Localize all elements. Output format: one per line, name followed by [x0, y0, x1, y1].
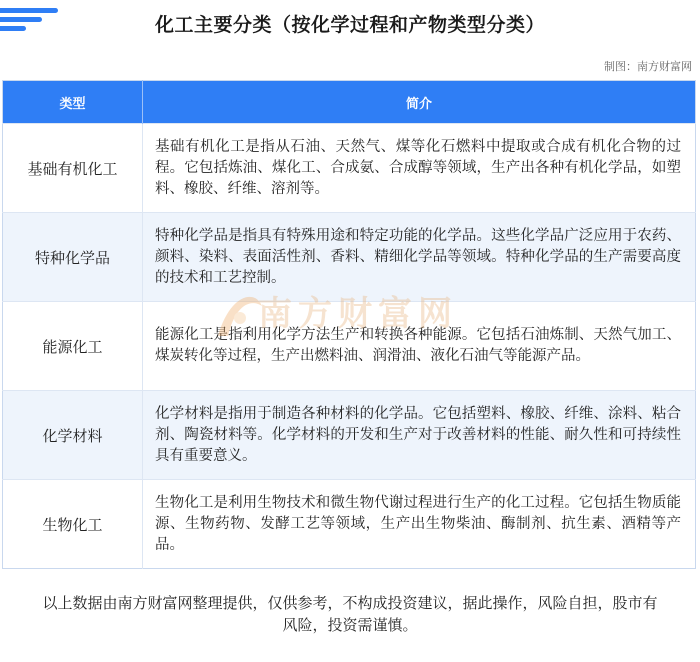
table-row: [3, 480, 696, 569]
desc-cell: 生物化工是利用生物技术和微生物代谢过程进行生产的化工过程。它包括生物质能源、生物药物、发酵工艺等领域，生产出生物柴油、酶制剂、抗生素、酒精等产品。: [143, 480, 696, 569]
type-cell: 基础有机化工: [3, 124, 143, 213]
type-cell: 生物化工: [3, 480, 143, 569]
table-row: [3, 213, 696, 302]
credit-label: 制图：南方财富网: [604, 60, 692, 73]
type-cell: 化学材料: [3, 391, 143, 480]
table-row: [3, 302, 696, 391]
classification-table: [2, 80, 696, 569]
table-header-row: [3, 81, 696, 124]
desc-cell: 特种化学品是指具有特殊用途和特定功能的化学品。这些化学品广泛应用于农药、颜料、染料、表面活性剂、香料、精细化学品等领域。特种化学品的生产需要高度的技术和工艺控制。: [143, 213, 696, 302]
table-row: [3, 391, 696, 480]
type-cell: 能源化工: [3, 302, 143, 391]
disclaimer-text: 以上数据由南方财富网整理提供，仅供参考，不构成投资建议，据此操作，风险自担，股市有风险，投资需谨慎。: [42, 594, 658, 634]
desc-cell: 化学材料是指用于制造各种材料的化学品。它包括塑料、橡胶、纤维、涂料、粘合剂、陶瓷材料等。化学材料的开发和生产对于改善材料的性能、耐久性和可持续性具有重要意义。: [143, 391, 696, 480]
column-header-type: 类型: [3, 81, 143, 124]
table-row: [3, 124, 696, 213]
desc-cell: 基础有机化工是指从石油、天然气、煤等化石燃料中提取或合成有机化合物的过程。它包括炼油、煤化工、合成氨、合成醇等领域，生产出各种有机化学品，如塑料、橡胶、纤维、溶剂等。: [143, 124, 696, 213]
watermark-text: 南方财富网: [258, 294, 458, 334]
column-header-desc: 简介: [143, 81, 696, 124]
desc-cell: 能源化工是指利用化学方法生产和转换各种能源。它包括石油炼制、天然气加工、煤炭转化等过程，生产出燃料油、润滑油、液化石油气等能源产品。: [143, 302, 696, 391]
page-title: 化工主要分类（按化学过程和产物类型分类）: [154, 14, 545, 36]
type-cell: 特种化学品: [3, 213, 143, 302]
